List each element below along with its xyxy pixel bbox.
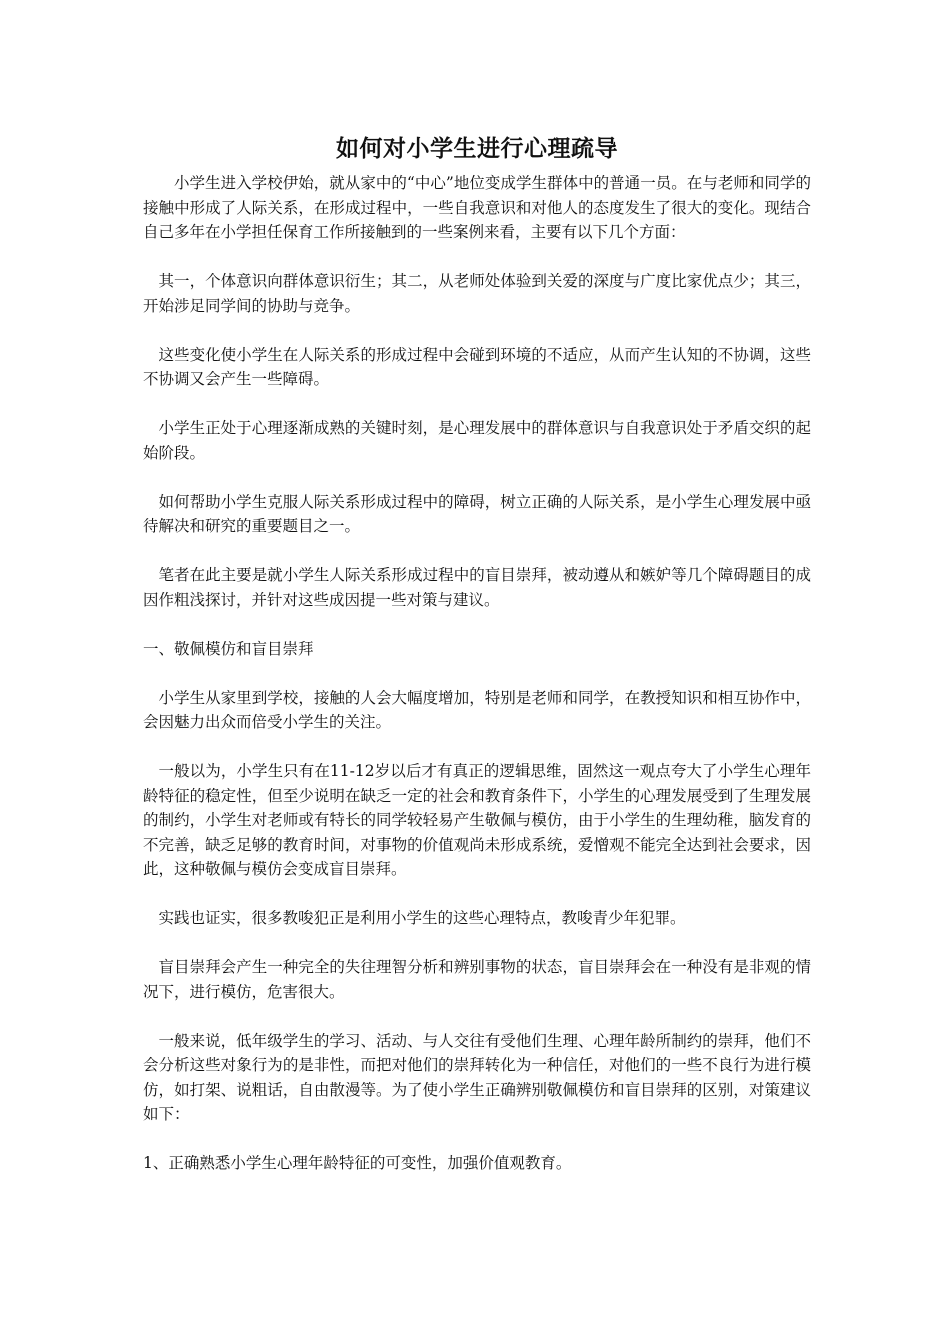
section-heading: 一、敬佩模仿和盲目崇拜 (143, 639, 314, 658)
paragraph: 如何帮助小学生克服人际关系形成过程中的障碍，树立正确的人际关系，是小学生心理发展中亟待解决和研究的重要题目之一。 (143, 492, 811, 535)
paragraph: 一般来说，低年级学生的学习、活动、与人交往有受他们生理、心理年龄所制约的崇拜，他们不会分析这些对象行为的是非性，而把对他们的崇拜转化为一种信任，对他们的一些不良行为进行模仿，如打架、说粗话，自由散漫等。为了使小学生正确辨别敬佩模仿和盲目崇拜的区别，对策建议如下： (143, 1031, 811, 1123)
paragraph: 盲目崇拜会产生一种完全的失往理智分析和辨别事物的状态，盲目崇拜会在一种没有是非观的情况下，进行模仿，危害很大。 (143, 958, 811, 1001)
document-body (143, 131, 811, 1200)
paragraph: 一般以为，小学生只有在11-12岁以后才有真正的逻辑思维，固然这一观点夸大了小学生心理年龄特征的稳定性，但至少说明在缺乏一定的社会和教育条件下，小学生的心理发展受到了生理发展的制约，小学生对老师或有特长的同学较轻易产生敬佩与模仿，由于小学生的生理幼稚，脑发育的不完善，缺乏足够的教育时间，对事物的价值观尚未形成系统，爱憎观不能完全达到社会要求，因此，这种敬佩与模仿会变成盲目崇拜。 (143, 762, 811, 878)
paragraph: 小学生正处于心理逐渐成熟的关键时刻，是心理发展中的群体意识与自我意识处于矛盾交织的起始阶段。 (143, 419, 811, 462)
paragraph-intro: 小学生进入学校伊始，就从家中的“中心”地位变成学生群体中的普通一员。在与老师和同学的接触中形成了人际关系，在形成过程中，一些自我意识和对他人的态度发生了很大的变化。现结合自己多年在小学担任保育工作所接触到的一些案例来看，主要有以下几个方面： (143, 174, 811, 241)
paragraph: 实践也证实，很多教唆犯正是利用小学生的这些心理特点，教唆青少年犯罪。 (158, 909, 686, 927)
paragraph: 小学生从家里到学校，接触的人会大幅度增加，特别是老师和同学，在教授知识和相互协作中，会因魅力出众而倍受小学生的关注。 (143, 688, 811, 731)
paragraph: 笔者在此主要是就小学生人际关系形成过程中的盲目崇拜，被动遵从和嫉妒等几个障碍题目的成因作粗浅探讨，并针对这些成因提一些对策与建议。 (143, 566, 811, 609)
paragraph: 其一，个体意识向群体意识衍生；其二，从老师处体验到关爱的深度与广度比家优点少；其三，开始涉足同学间的协助与竞争。 (143, 272, 811, 315)
list-item-heading: 1、正确熟悉小学生心理年龄特征的可变性，加强价值观教育。 (143, 1154, 572, 1172)
document-title: 如何对小学生进行心理疏导 (336, 135, 618, 162)
paragraph: 这些变化使小学生在人际关系的形成过程中会碰到环境的不适应，从而产生认知的不协调，这些不协调又会产生一些障碍。 (143, 345, 811, 388)
